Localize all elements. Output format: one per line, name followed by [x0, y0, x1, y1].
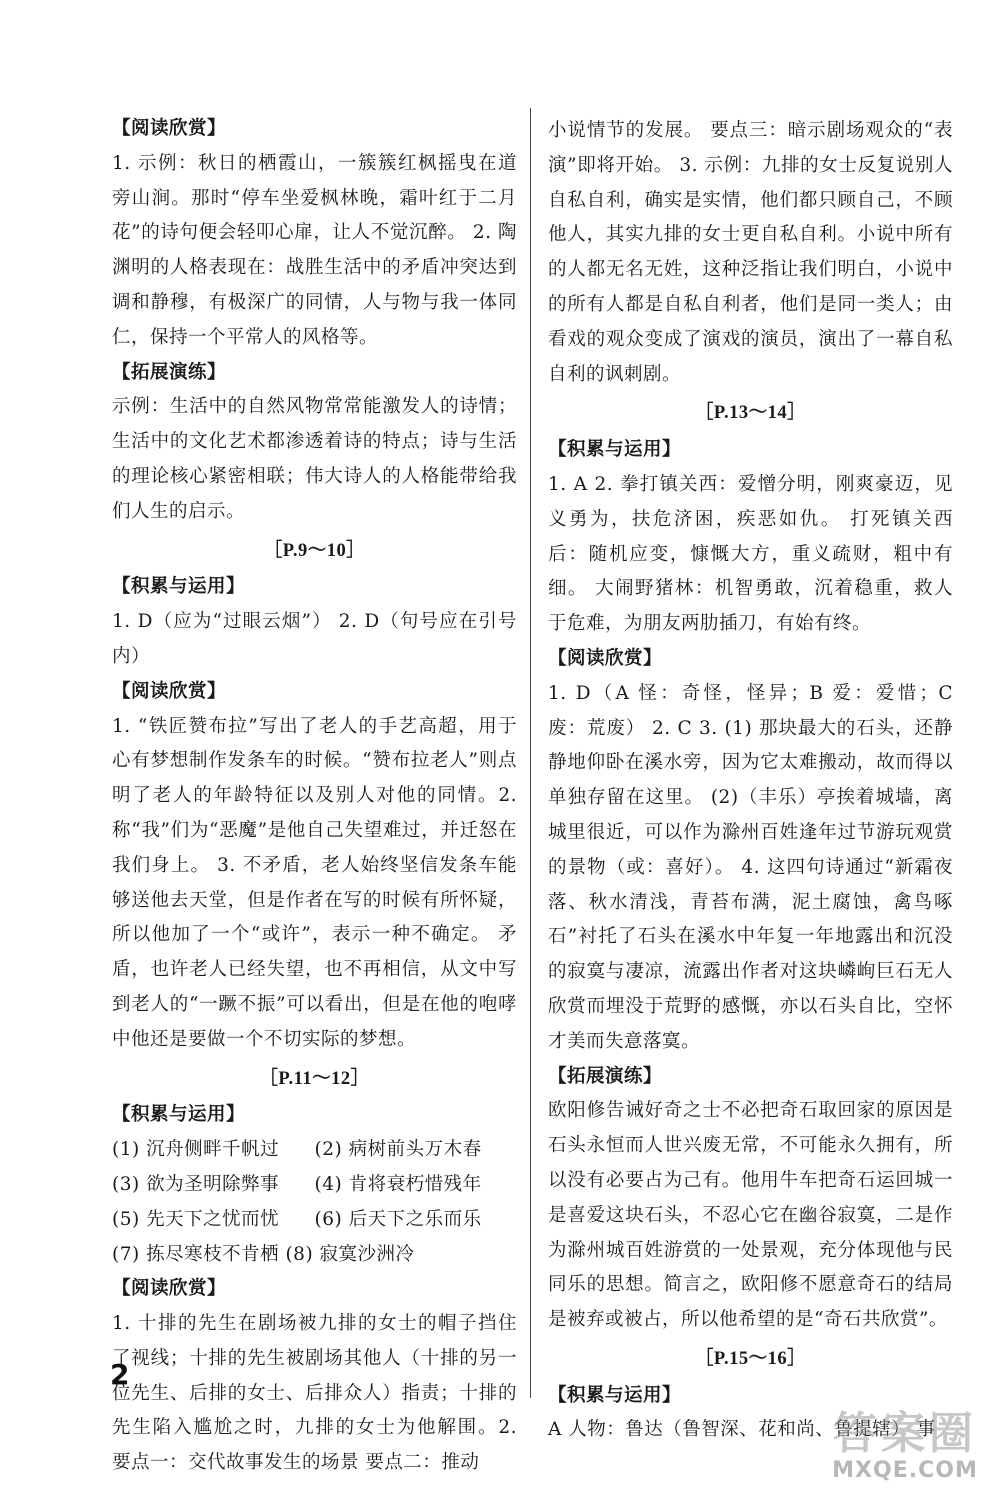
section-heading: 【阅读欣赏】 — [112, 680, 227, 702]
watermark — [820, 1410, 990, 1484]
page-range-heading: ［P.13～14］ — [694, 403, 807, 424]
page-range-heading: ［P.15～16］ — [694, 1348, 807, 1369]
answer-text: 欧阳修告诫好奇之士不必把奇石取回家的原因是石头永恒而人世兴废无常，不可能永久拥有，所以没有必要占为己有。他用牛车把奇石运回城一是喜爱这块石头，不忍心它在幽谷寂寞，二是作为滁州城百姓游赏的一处景观，充分体现他与民同乐的思想。简言之，欧阳修不愿意奇石的结局是被弃或被占，所以他希望的是“奇石共欣赏”。 — [548, 1100, 953, 1331]
verse-item: (1) 沉舟侧畔千帆过 — [112, 1139, 280, 1161]
answer-text: 示例：生活中的自然风物常常能激发人的诗情；生活中的文化艺术都渗透着诗的特点；诗与生活的理论核心紧密相联；伟大诗人的人格能带给我们人生的启示。 — [112, 396, 517, 522]
verse-item: (7) 拣尽寒枝不肯栖 (8) 寂寞沙洲冷 — [112, 1243, 415, 1265]
answer-text: 1. D（应为“过眼云烟”） 2. D（句号应在引号内） — [112, 611, 517, 667]
verse-item: (3) 欲为圣明除弊事 — [112, 1173, 280, 1195]
section-heading: 【阅读欣赏】 — [112, 1278, 227, 1300]
watermark-logo: 答案圈 — [833, 1408, 977, 1459]
right-column — [548, 114, 953, 1448]
answer-text: 1. A 2. 拳打镇关西：爱憎分明，刚爽豪迈，见义勇为，扶危济困，疾恶如仇。 打死镇关西后：随机应变，慷慨大方，重义疏财，粗中有细。 大闹野猪林：机智勇敢，沉着稳重，救人于危难，为朋友两肋插刀，有始有终。 — [548, 473, 953, 635]
section-heading: 【阅读欣赏】 — [112, 118, 227, 139]
section-heading: 【拓展演练】 — [548, 1065, 663, 1087]
answer-text: 1. D（A 怪：奇怪，怪异；B 爱：爱惜；C 废：荒废） 2. C 3. (1) 那块最大的石头，还静静地仰卧在溪水旁，因为它太难搬动，故而得以单独存留在这里。 (2)（丰乐）亭挨着城墙，离城里很近，可以作为滁州百姓逢年过节游玩观赏的景物（或：喜好）。 4. 这四句诗通过“新霜夜落、秋水清浅，青苔布满，泥土腐蚀，禽鸟啄石”衬托了石头在溪水中年复一年地露出和沉没的寂寞与凄凉，流露出作者对这块嶙峋巨石无人欣赏而埋没于荒野的感慨，亦以石头自比，空怀才美而失意落寞。 — [548, 682, 953, 1052]
verse-item: (4) 肯将衰朽惜残年 — [314, 1173, 482, 1195]
section-heading: 【积累与运用】 — [112, 576, 246, 598]
verse-item: (6) 后天下之乐而乐 — [314, 1208, 482, 1230]
page-range-heading: ［P.11～12］ — [259, 1068, 370, 1089]
verse-item: (5) 先天下之忧而忧 — [112, 1208, 280, 1230]
page-range-heading: ［P.9～10］ — [263, 540, 366, 561]
answer-text: 1. “铁匠赞布拉”写出了老人的手艺高超，用于心有梦想制作发条车的时候。“赞布拉老人”则点明了老人的年龄特征以及别人对他的同情。2. 称“我”们为“恶魔”是他自己失望难过，并迁怒在我们身上。 3. 不矛盾，老人始终坚信发条车能够送他去天堂，但是作者在写的时候有所怀疑，所以他加了一个“或许”，表示一种不确定。 矛盾，也许老人已经失望，也不再相信，从文中写到老人的“一蹶不振”可以看出，但是在他的咆哮中他还是要做一个不切实际的梦想。 — [112, 715, 517, 1050]
answer-text: A 人物：鲁达（鲁智深、花和尚、鲁提辖） 事 — [548, 1419, 936, 1441]
section-heading: 【拓展演练】 — [112, 361, 227, 383]
answer-text: 1. 示例：秋日的栖霞山，一簇簇红枫摇曳在道旁山涧。那时“停车坐爱枫林晚，霜叶红于二月花”的诗句便会轻叩心扉，让人不觉沉醉。 2. 陶渊明的人格表现在：战胜生活中的矛盾冲突达到调和静穆，有极深广的同情，人与物与我一体同仁，保持一个平常人的风格等。 — [112, 152, 517, 348]
verse-item: (2) 病树前头万木春 — [314, 1139, 482, 1161]
section-heading: 【积累与运用】 — [112, 1104, 246, 1126]
verse-row — [112, 1238, 517, 1273]
answer-text: 小说情节的发展。 要点三：暗示剧场观众的“表演”即将开始。 3. 示例：九排的女士反复说别人自私自利，确实是实情，他们都只顾自己，不顾他人，其实九排的女士更自私自利。小说中所有的人都无名无姓，这种泛指让我们明白，小说中的所有人都是自私自利者，他们是同一类人；由看戏的观众变成了演戏的演员，演出了一幕自私自利的讽刺剧。 — [548, 120, 953, 385]
verse-row — [112, 1168, 517, 1203]
column-divider — [530, 108, 531, 1398]
watermark-url: MXQE.COM — [832, 1458, 978, 1483]
page-number: 2 — [110, 1358, 130, 1391]
section-heading: 【积累与运用】 — [548, 1384, 682, 1406]
verse-row — [112, 1133, 517, 1168]
verse-row — [112, 1203, 517, 1238]
answer-text: 1. 十排的先生在剧场被九排的女士的帽子挡住了视线；十排的先生被剧场其他人（十排的另一位先生、后排的女士、后排众人）指责；十排的先生陷入尴尬之时，九排的女士为他解围。2. 要点一：交代故事发生的场景 要点二：推动 — [112, 1313, 517, 1474]
section-heading: 【积累与运用】 — [548, 439, 682, 461]
section-heading: 【阅读欣赏】 — [548, 647, 663, 669]
left-column — [112, 112, 517, 1481]
